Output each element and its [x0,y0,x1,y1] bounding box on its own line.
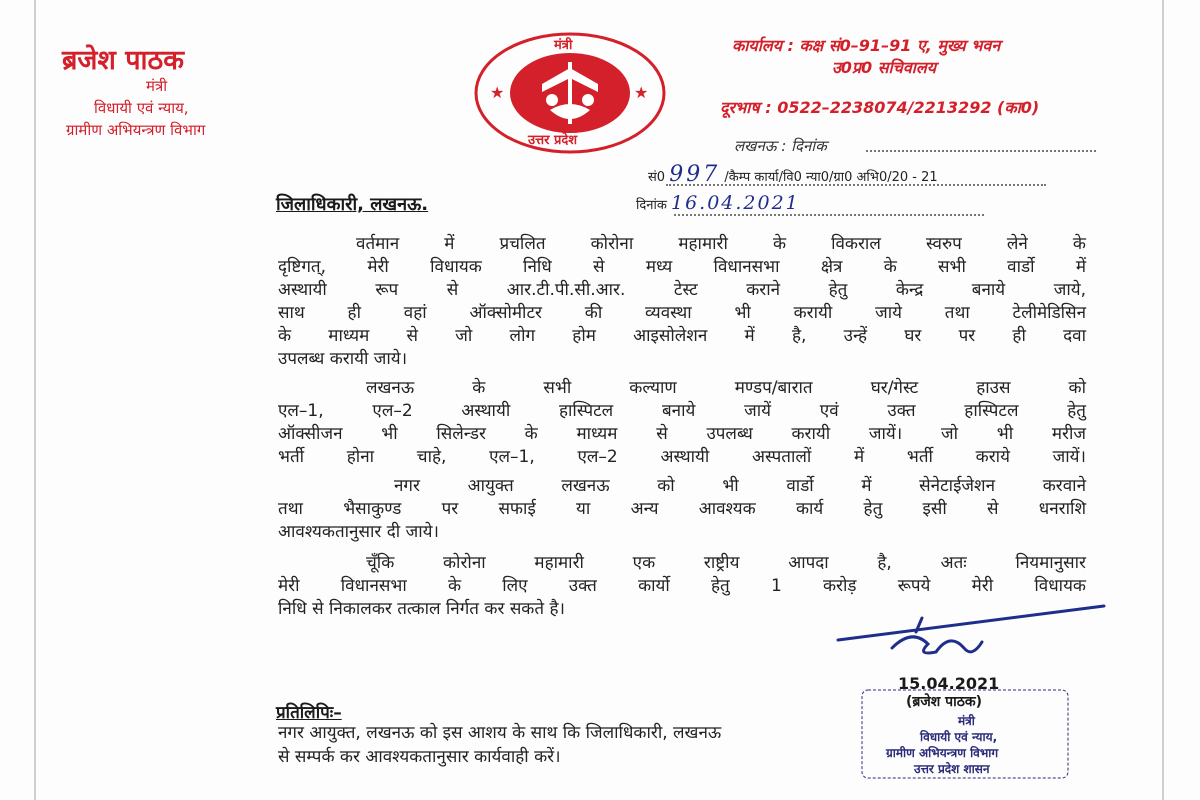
para3-line: तथा भैसाकुण्ड पर सफाई या अन्य आवश्यक कार्य हेतु इसी से धनराशि [278,499,1086,519]
reference-date [636,192,800,214]
para3-line: नगर आयुक्त लखनऊ को भी वार्डो में सेनेटाईजेशन करवाने [394,476,1086,496]
stamp-department-line2: ग्रामीण अभियन्त्रण विभाग [886,746,999,760]
para4-line: निधि से निकालकर तत्काल निर्गत कर सकते है। [278,599,565,619]
sender-designation: मंत्री [146,77,168,95]
scan-edge-left [34,0,36,800]
para4-line: मेरी विधानसभा के लिए उक्त कार्यो हेतु 1 करोड़ रूपये मेरी विधायक [278,576,1086,596]
signature-date: 15.04.2021 [898,674,1000,693]
stamp-department-line1: विधायी एवं न्याय, [920,730,998,744]
reference-date-label: दिनांक [636,198,667,213]
para1-line: दृष्टिगत्, मेरी विधायक निधि से मध्य विधानसभा क्षेत्र के सभी वार्डो में [278,257,1086,277]
office-address-line1: कार्यालय : कक्ष सं0–91–91 ए, मुख्य भवन [732,36,1001,55]
copy-to-title: प्रतिलिपिः– [276,703,342,723]
letterhead-date-label: लखनऊ : दिनांक [734,137,827,155]
stamp-name: (ब्रजेश पाठक) [906,694,983,710]
office-phone: दूरभाष : 0522–2238074/2213292 (का0) [720,98,1040,117]
reference-date-value: 16.04.2021 [670,192,800,214]
seal-top-text: मंत्री [554,38,573,53]
addressee: जिलाधिकारी, लखनऊ. [276,194,429,215]
reference-number-suffix: /कैम्प कार्या/वि0 न्या0/ग्रा0 अभि0/20 - 21 [724,170,938,185]
sender-department-line1: विधायी एवं न्याय, [94,99,189,117]
reference-date-dotted-line [674,214,984,216]
reference-number-value: 997 [669,162,721,187]
para2-line: ऑक्सीजन भी सिलेन्डर के माध्यम से उपलब्ध करायी जायें। जो भी मरीज [278,424,1086,444]
para1-line: वर्तमान में प्रचलित कोरोना महामारी के विकराल स्वरुप लेने के [356,234,1086,254]
reference-dotted-line [666,184,1046,186]
copy-to-line: नगर आयुक्त, लखनऊ को इस आशय के साथ कि जिलाधिकारी, लखनऊ [278,723,722,743]
svg-text:★: ★ [634,83,649,102]
seal-bottom-text: उत्तर प्रदेश [528,133,578,148]
para2-line: लखनऊ के सभी कल्याण मण्डप/बारात घर/गेस्ट हाउस को [366,378,1086,398]
para1-line: के माध्यम से जो लोग होम आइसोलेशन में है, उन्हें घर पर ही दवा [278,326,1086,346]
para1-line: अस्थायी रूप से आर.टी.पी.सी.आर. टेस्ट कराने हेतु केन्द्र बनाये जाये, [278,280,1086,300]
para4-line: चूँकि कोरोना महामारी एक राष्ट्रीय आपदा है, अतः नियमानुसार [366,553,1086,573]
para1-line: उपलब्ध करायी जाये। [278,349,408,369]
reference-number-label: सं0 [648,170,666,185]
para2-line: एल–1, एल–2 अस्थायी हास्पिटल बनाये जायें एवं उक्त हास्पिटल हेतु [278,401,1086,421]
copy-to-line: से सम्पर्क कर आवश्यकतानुसार कार्यवाही करें। [278,747,561,767]
svg-text:★: ★ [490,83,505,102]
para1-line: साथ ही वहां ऑक्सोमीटर की व्यवस्था भी करायी जाये तथा टेलीमेडिसिन [278,303,1086,323]
para2-line: भर्ती होना चाहे, एल–1, एल–2 अस्थायी अस्पतालों में भर्ती कराये जायें। [278,447,1086,467]
handwritten-signature [832,598,1122,668]
stamp-designation: मंत्री [958,714,975,728]
office-address-line2: उ0प्र0 सचिवालय [832,58,936,77]
stamp-state: उत्तर प्रदेश शासन [914,762,990,776]
para3-line: आवश्यकतानुसार दी जाये। [278,522,439,542]
scan-edge-right [1162,0,1164,800]
sender-name: ब्रजेश पाठक [62,45,184,76]
sender-department-line2: ग्रामीण अभियन्त्रण विभाग [66,121,206,139]
date-dotted-line [866,150,1096,152]
